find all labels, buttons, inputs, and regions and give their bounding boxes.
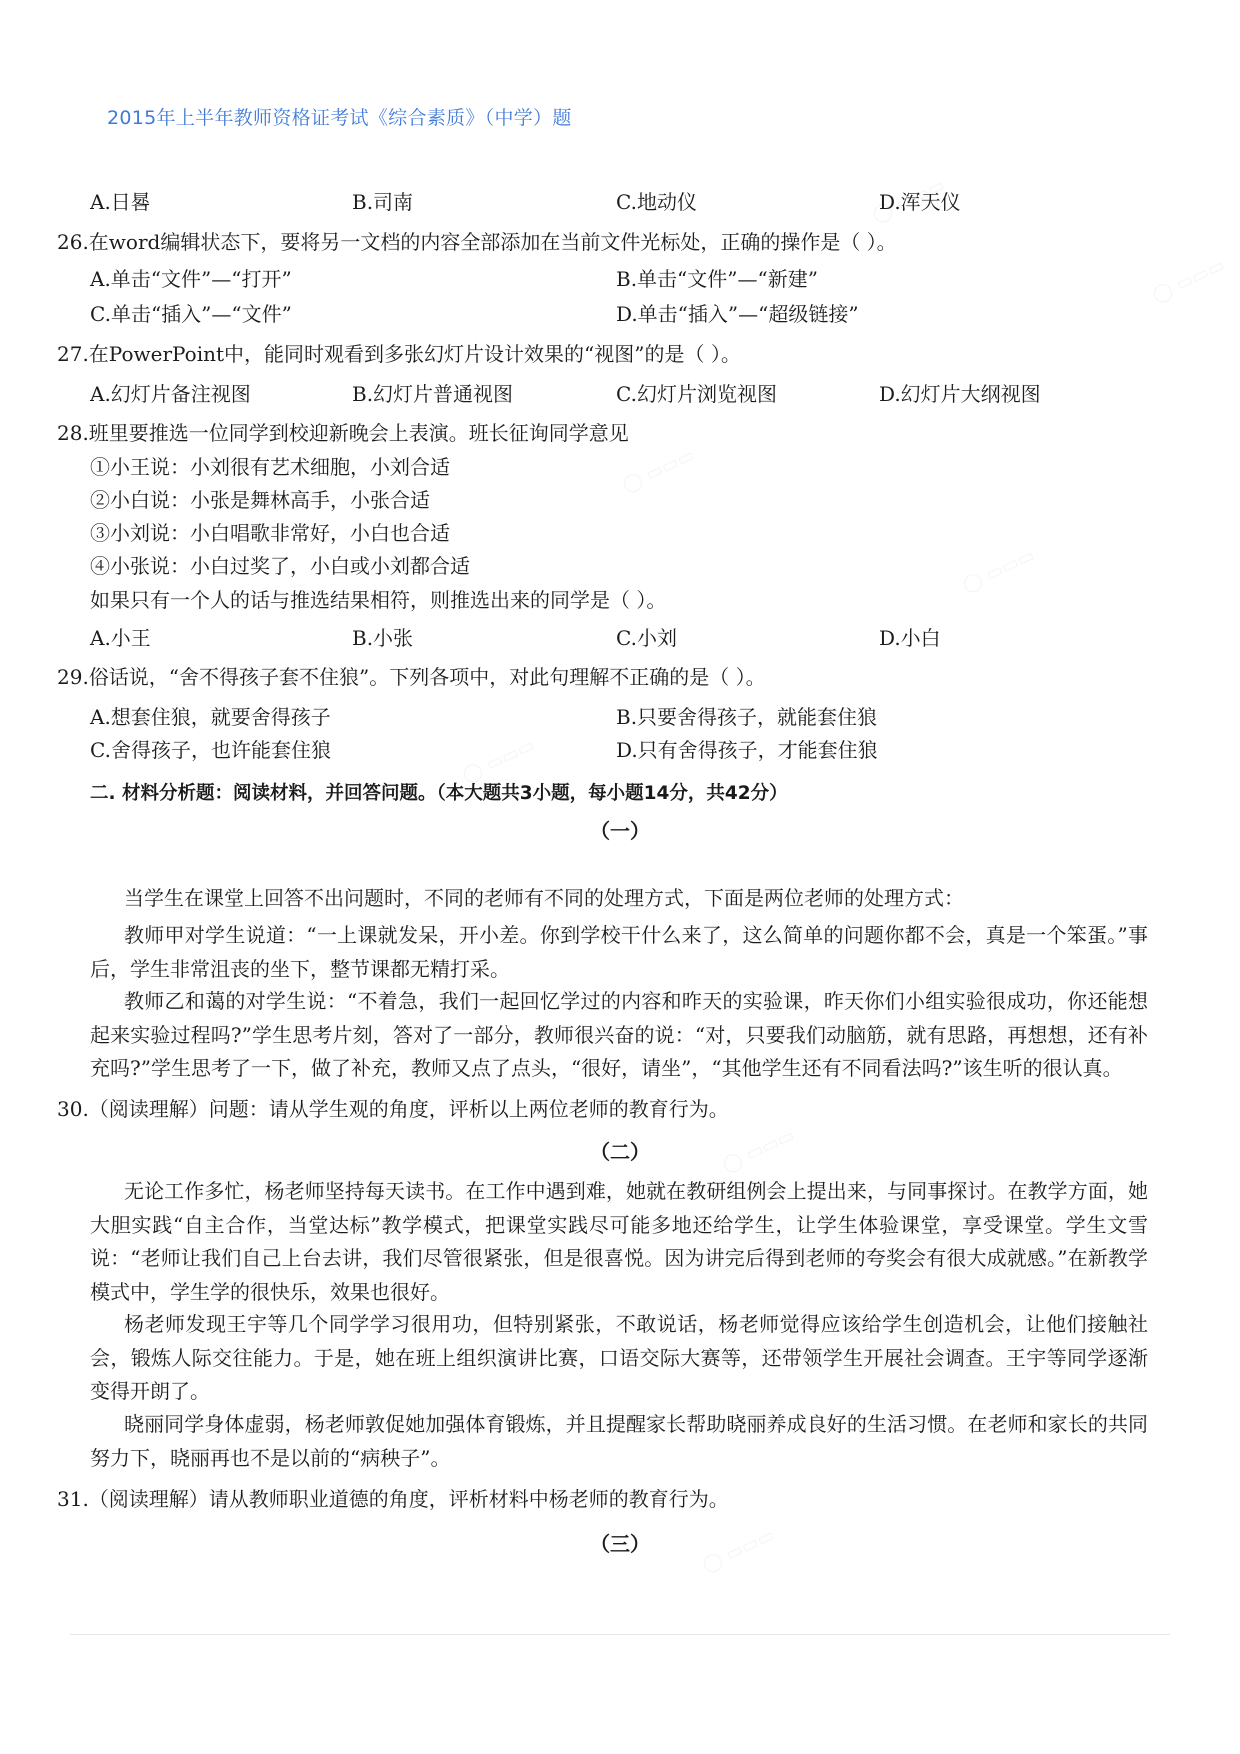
q27-option-b: B.幻灯片普通视图: [352, 382, 514, 406]
part-title: （三）: [590, 1532, 650, 1556]
q25-option-a: A.日晷: [90, 190, 151, 214]
q28-stem: 28.班里要推选一位同学到校迎新晚会上表演。班长征询同学意见: [57, 421, 629, 445]
watermark: [619, 445, 698, 497]
document-title: 2015年上半年教师资格证考试《综合素质》（中学）题: [107, 107, 572, 129]
material-paragraph: 晓丽同学身体虚弱，杨老师敦促她加强体育锻炼，并且提醒家长帮助晓丽养成良好的生活习惯。在老师和家长的共同努力下，晓丽再也不是以前的“病秧子”。: [90, 1412, 1148, 1470]
q26-option-d: D.单击“插入”—“超级链接”: [616, 302, 859, 326]
q25-option-b: B.司南: [352, 190, 414, 214]
q28-statement: ①小王说：小刘很有艺术细胞，小刘合适: [90, 455, 450, 479]
q28-statement: ②小白说：小张是舞林高手，小张合适: [90, 488, 430, 512]
material-paragraph: 当学生在课堂上回答不出问题时，不同的老师有不同的处理方式，下面是两位老师的处理方式：: [124, 886, 964, 910]
question-30: 30.（阅读理解）问题：请从学生观的角度，评析以上两位老师的教育行为。: [57, 1097, 729, 1121]
q29-option-b: B.只要舍得孩子，就能套住狼: [616, 705, 878, 729]
footer-divider: [70, 1634, 1170, 1635]
q28-statement: ④小张说：小白过奖了，小白或小刘都合适: [90, 554, 470, 578]
q28-option-b: B.小张: [352, 626, 414, 650]
q25-option-c: C.地动仪: [616, 190, 697, 214]
material-paragraph: 教师甲对学生说道：“一上课就发呆，开小差。你到学校干什么来了，这么简单的问题你都不会，真是一个笨蛋。”事后，学生非常沮丧的坐下，整节课都无精打采。: [90, 923, 1148, 981]
q28-option-c: C.小刘: [616, 626, 677, 650]
q26-option-a: A.单击“文件”—“打开”: [90, 267, 292, 291]
q29-stem: 29.俗话说，“舍不得孩子套不住狼”。下列各项中，对此句理解不正确的是（ ）。: [57, 665, 766, 689]
q29-option-a: A.想套住狼，就要舍得孩子: [90, 705, 331, 729]
q29-option-c: C.舍得孩子，也许能套住狼: [90, 738, 331, 762]
q27-stem: 27.在PowerPoint中，能同时观看到多张幻灯片设计效果的“视图”的是（ ）。: [57, 342, 741, 366]
question-31: 31.（阅读理解）请从教师职业道德的角度，评析材料中杨老师的教育行为。: [57, 1487, 729, 1511]
part-title: （二）: [590, 1140, 650, 1164]
q26-option-c: C.单击“插入”—“文件”: [90, 302, 292, 326]
material-paragraph: 无论工作多忙，杨老师坚持每天读书。在工作中遇到难，她就在教研组例会上提出来，与同事探讨。在教学方面，她大胆实践“自主合作，当堂达标”教学模式，把课堂实践尽可能多地还给学生，让学生体验课堂，享受课堂。学生文雪说：“老师让我们自己上台去讲，我们尽管很紧张，但是很喜悦。因为讲完后得到老师的夸奖会有很大成就感。”在新教学模式中，学生学的很快乐，效果也很好。: [90, 1179, 1148, 1304]
material-paragraph: 教师乙和蔼的对学生说：“不着急，我们一起回忆学过的内容和昨天的实验课，昨天你们小组实验很成功，你还能想起来实验过程吗?”学生思考片刻，答对了一部分，教师很兴奋的说：“对，只要我们动脑筋，就有思路，再想想，还有补充吗?”学生思考了一下，做了补充，教师又点了点头，“很好，请坐”，“其他学生还有不同看法吗?”该生听的很认真。: [90, 989, 1148, 1080]
q25-option-d: D.浑天仪: [879, 190, 961, 214]
watermark: [959, 545, 1038, 597]
q28-statement: ③小刘说：小白唱歌非常好，小白也合适: [90, 521, 450, 545]
q27-option-a: A.幻灯片备注视图: [90, 382, 251, 406]
watermark: [1149, 255, 1228, 307]
section-heading: 二. 材料分析题：阅读材料，并回答问题。（本大题共3小题，每小题14分，共42分）: [90, 783, 788, 804]
q27-option-d: D.幻灯片大纲视图: [879, 382, 1041, 406]
q26-option-b: B.单击“文件”—“新建”: [616, 267, 818, 291]
q28-option-a: A.小王: [90, 626, 151, 650]
material-paragraph: 杨老师发现王宇等几个同学学习很用功，但特别紧张，不敢说话，杨老师觉得应该给学生创造机会，让他们接触社会，锻炼人际交往能力。于是，她在班上组织演讲比赛，口语交际大赛等，还带领学生开展社会调查。王宇等同学逐渐变得开朗了。: [90, 1312, 1148, 1403]
q28-question: 如果只有一个人的话与推选结果相符，则推选出来的同学是（ ）。: [90, 588, 667, 612]
q26-stem: 26.在word编辑状态下，要将另一文档的内容全部添加在当前文件光标处，正确的操作是（ ）。: [57, 230, 897, 254]
q28-option-d: D.小白: [879, 626, 941, 650]
q29-option-d: D.只有舍得孩子，才能套住狼: [616, 738, 878, 762]
part-title: （一）: [590, 819, 650, 843]
q27-option-c: C.幻灯片浏览视图: [616, 382, 777, 406]
